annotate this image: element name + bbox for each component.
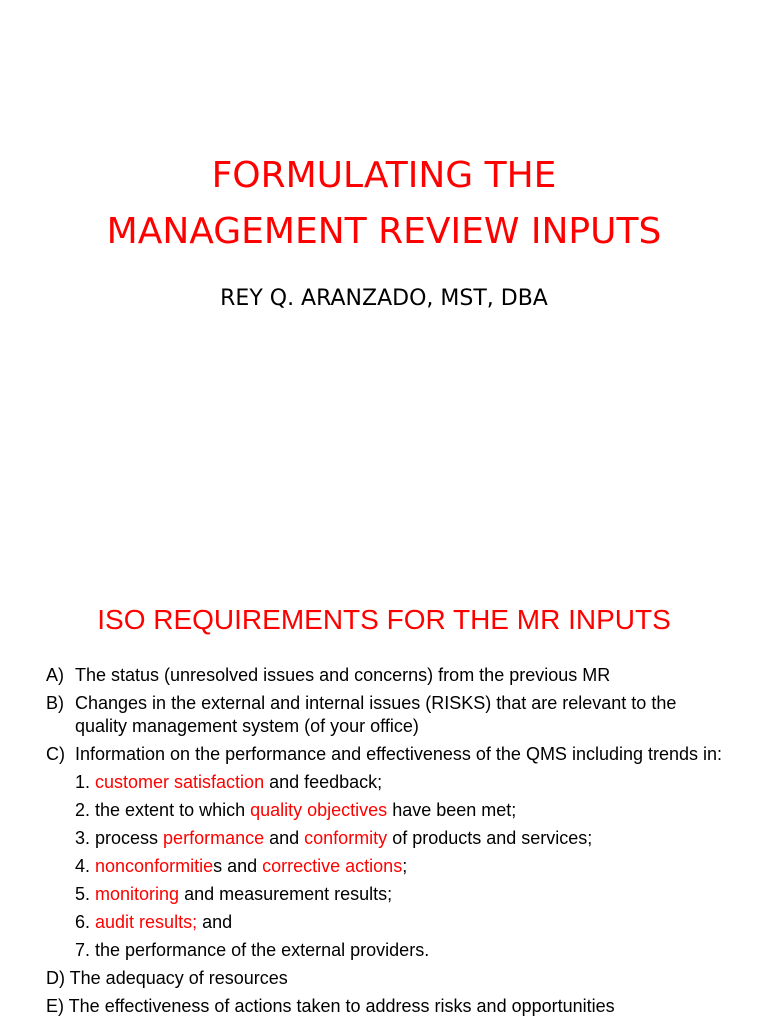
sub-mid: s and bbox=[213, 856, 263, 876]
sub-item-5 bbox=[75, 883, 726, 906]
sub-mid: and bbox=[264, 828, 305, 848]
sub-rest: and measurement results; bbox=[179, 884, 393, 904]
sub-prefix: 4. bbox=[75, 856, 96, 876]
sub-item-4 bbox=[75, 855, 726, 878]
title-line-2: MANAGEMENT REVIEW INPUTS bbox=[106, 211, 662, 252]
list-text: Changes in the external and internal issues (RISKS) that are relevant to the quality management system (of your office) bbox=[75, 693, 677, 736]
sub-item-2 bbox=[75, 799, 726, 822]
sub-rest: and feedback; bbox=[264, 772, 383, 792]
list-text: Information on the performance and effectiveness of the QMS including trends in: bbox=[75, 744, 723, 764]
requirements-list bbox=[46, 664, 726, 1023]
sub-prefix: 2. the extent to which bbox=[75, 800, 251, 820]
sub-rest: ; bbox=[402, 856, 408, 876]
highlight: monitoring bbox=[95, 884, 180, 904]
highlight: quality objectives bbox=[250, 800, 388, 820]
sub-item-7: 7. the performance of the external providers. bbox=[75, 940, 430, 960]
author-name: REY Q. ARANZADO, MST, DBA bbox=[220, 286, 548, 311]
sub-prefix: 6. bbox=[75, 912, 96, 932]
list-item-d: D) The adequacy of resources bbox=[46, 968, 288, 988]
requirements-slide bbox=[0, 576, 768, 1024]
highlight: customer satisfaction bbox=[95, 772, 265, 792]
list-text: The status (unresolved issues and concerns) from the previous MR bbox=[75, 665, 611, 685]
sub-prefix: 1. bbox=[75, 772, 96, 792]
title-line-1: FORMULATING THE bbox=[211, 155, 557, 196]
sub-rest: of products and services; bbox=[387, 828, 593, 848]
slide-heading: ISO REQUIREMENTS FOR THE MR INPUTS bbox=[97, 604, 671, 635]
sub-prefix: 5. bbox=[75, 884, 96, 904]
highlight: corrective actions bbox=[262, 856, 403, 876]
highlight: performance bbox=[163, 828, 265, 848]
sub-rest: and bbox=[197, 912, 233, 932]
highlight: conformity bbox=[304, 828, 388, 848]
list-letter: A) bbox=[46, 665, 64, 685]
sub-item-1 bbox=[75, 771, 726, 794]
sub-prefix: 3. process bbox=[75, 828, 164, 848]
sub-item-3 bbox=[75, 827, 726, 850]
list-item-e: E) The effectiveness of actions taken to address risks and opportunities bbox=[46, 996, 615, 1016]
list-item-b bbox=[46, 692, 726, 738]
list-item-a bbox=[46, 664, 726, 687]
sub-rest: have been met; bbox=[387, 800, 517, 820]
sub-item-6 bbox=[75, 911, 726, 934]
highlight: nonconformitie bbox=[95, 856, 214, 876]
presentation-title bbox=[0, 148, 768, 260]
list-letter: C) bbox=[46, 744, 65, 764]
list-letter: B) bbox=[46, 693, 64, 713]
highlight: audit results; bbox=[95, 912, 198, 932]
list-item-c bbox=[46, 743, 726, 766]
